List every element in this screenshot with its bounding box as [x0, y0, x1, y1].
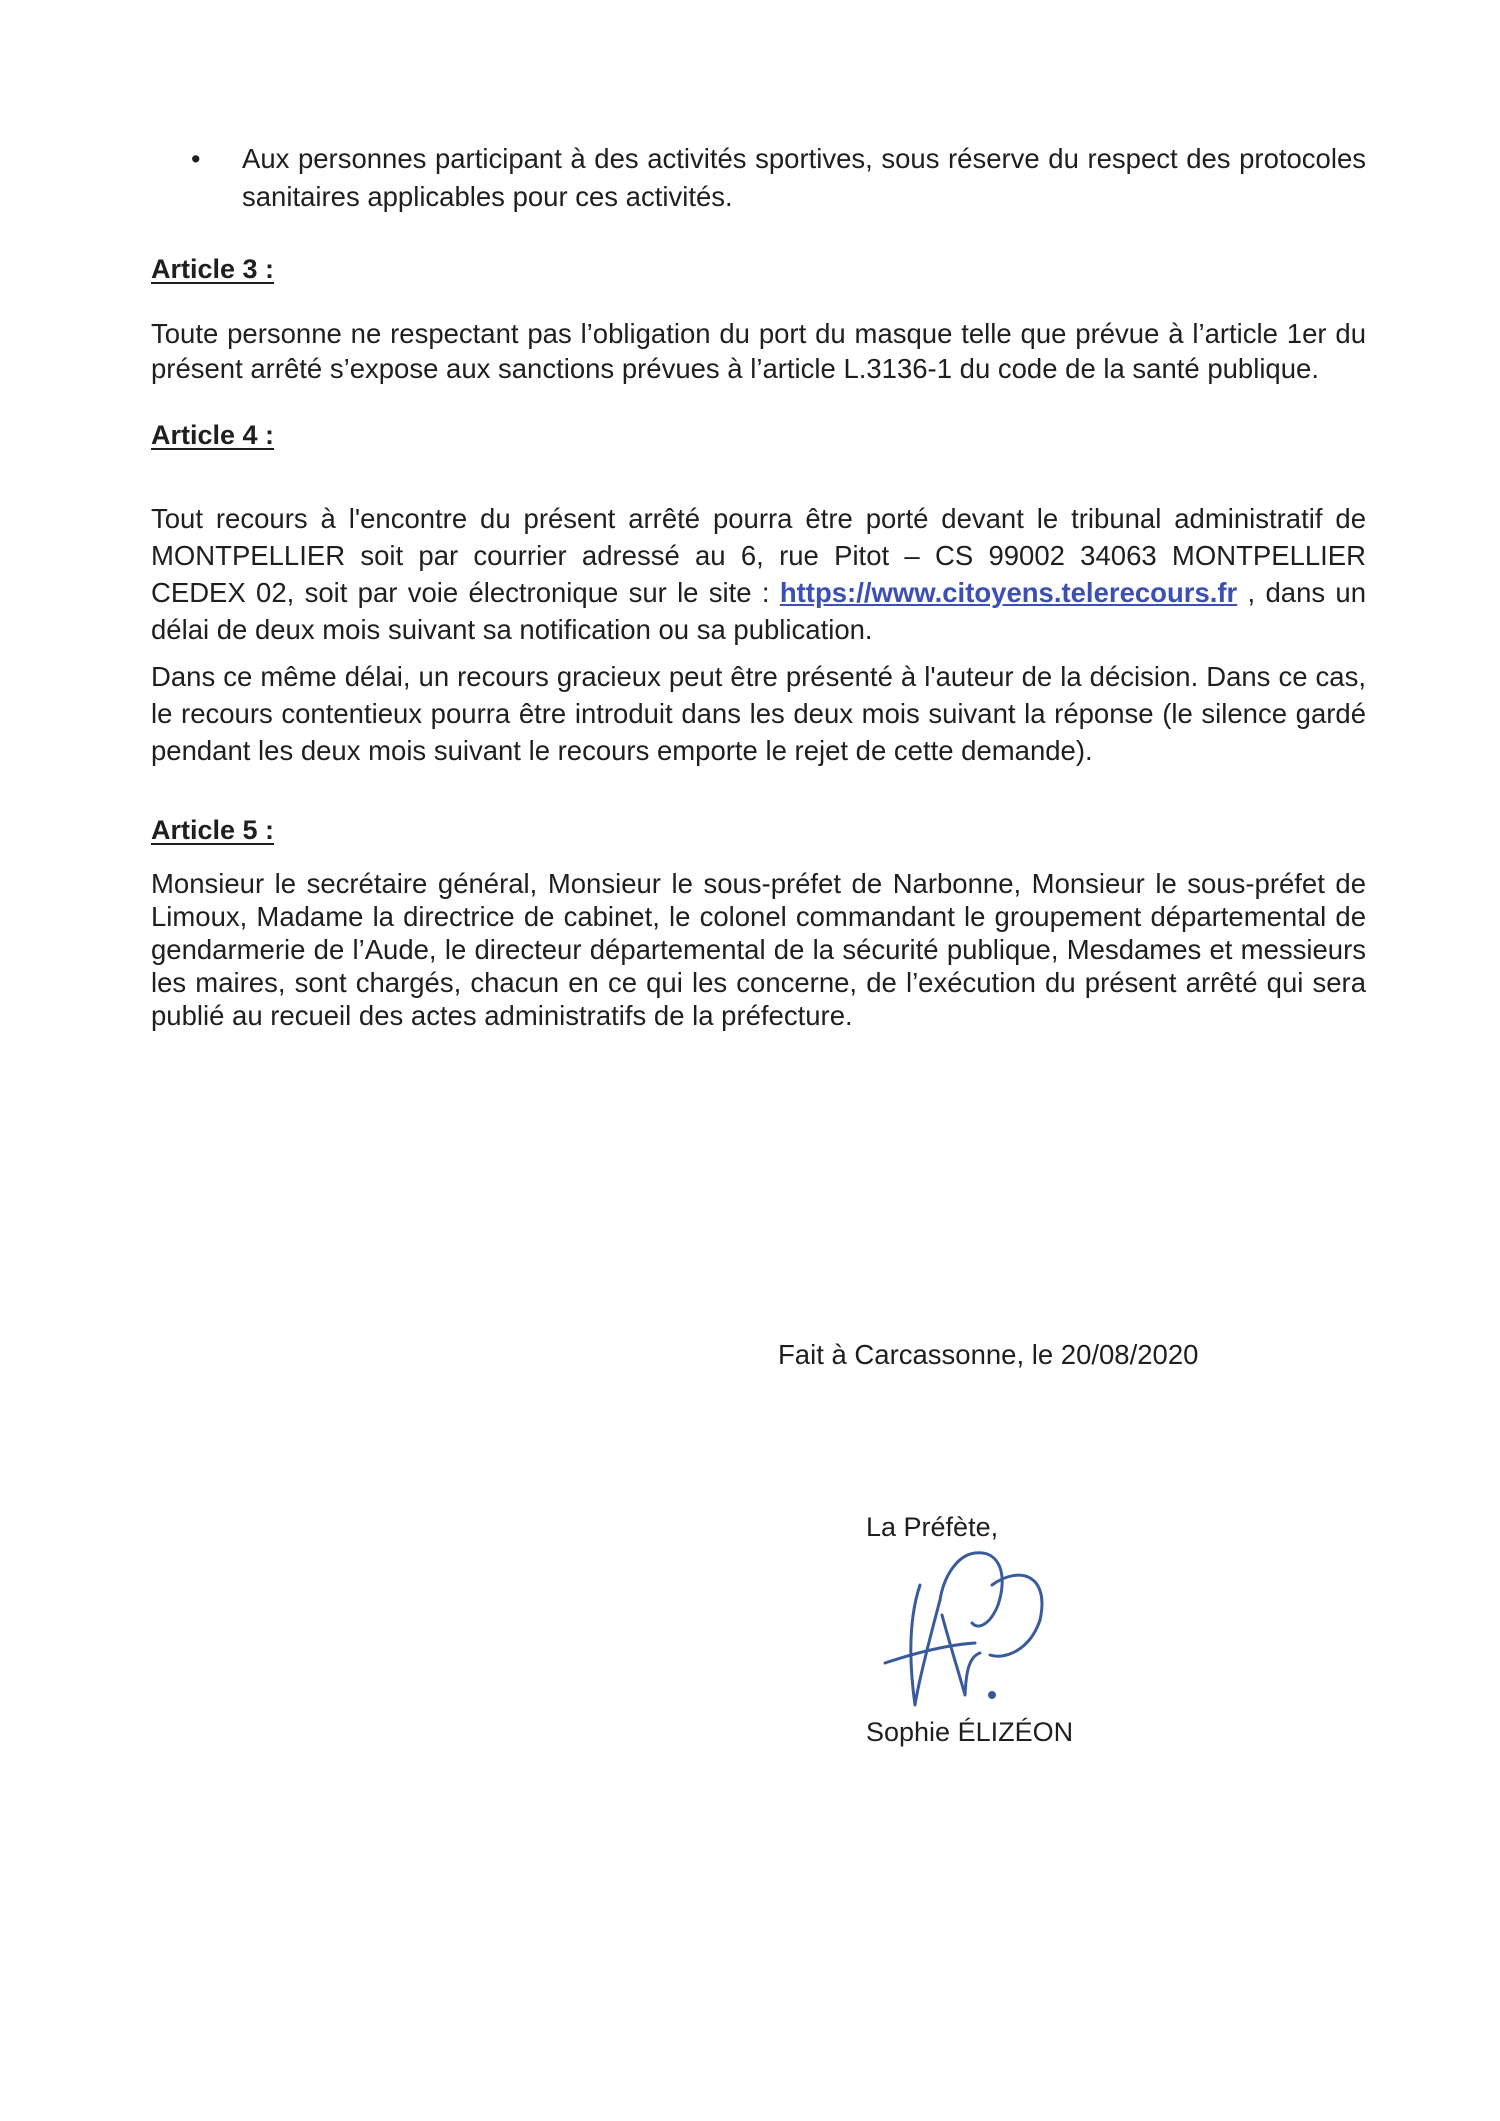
article-4-text-2: Dans ce même délai, un recours gracieux peut être présenté à l'auteur de la décision. Dans ce cas, le recours contentieux pourra être introduit dans les deux mois suivant la réponse (le silence gardé pendant les deux mois suivant le recours emporte le rejet de cette demande).: [151, 661, 1366, 766]
article-4-text-before-link: Tout recours à l'encontre du présent arrêté pourra être porté devant le tribunal administratif de MONTPELLIER soit par courrier adressé au 6, rue Pitot – CS 99002 34063 MONTPELLIER CEDEX 02, soit par voie électronique sur le site :: [151, 503, 1366, 608]
handwritten-signature: [880, 1545, 1060, 1715]
signatory-title: La Préfète,: [866, 1512, 999, 1542]
bullet-item-sports: [151, 140, 1366, 216]
article-5-heading: Article 5 :: [151, 815, 275, 845]
bullet-dot-icon: •: [191, 144, 201, 174]
article-3-text: Toute personne ne respectant pas l’obligation du port du masque telle que prévue à l’article 1er du présent arrêté s’expose aux sanctions prévues à l’article L.3136-1 du code de la santé publique.: [151, 318, 1366, 384]
telerecours-link[interactable]: https://www.citoyens.telerecours.fr: [779, 577, 1238, 608]
signatory-name: Sophie ÉLIZÉON: [866, 1717, 1074, 1747]
article-3-heading: Article 3 :: [151, 254, 275, 284]
article-4-text: [151, 500, 1366, 648]
article-4-heading: Article 4 :: [151, 420, 275, 450]
bullet-text: Aux personnes participant à des activités sportives, sous réserve du respect des protocoles sanitaires applicables pour ces activités.: [242, 143, 1366, 212]
document-body: [151, 140, 1366, 1032]
article-5-text: Monsieur le secrétaire général, Monsieur le sous-préfet de Narbonne, Monsieur le sous-préfet de Limoux, Madame la directrice de cabinet, le colonel commandant le groupement départemental de gendarmerie de l’Aude, le directeur départemental de la sécurité publique, Mesdames et messieurs les maires, sont chargés, chacun en ce qui les concerne, de l’exécution du présent arrêté qui sera publié au recueil des actes administratifs de la préfecture.: [151, 868, 1366, 1031]
article-4-text-after-link: , dans un délai de deux mois suivant sa notification ou sa publication.: [151, 577, 1367, 645]
place-date: Fait à Carcassonne, le 20/08/2020: [778, 1339, 1199, 1370]
